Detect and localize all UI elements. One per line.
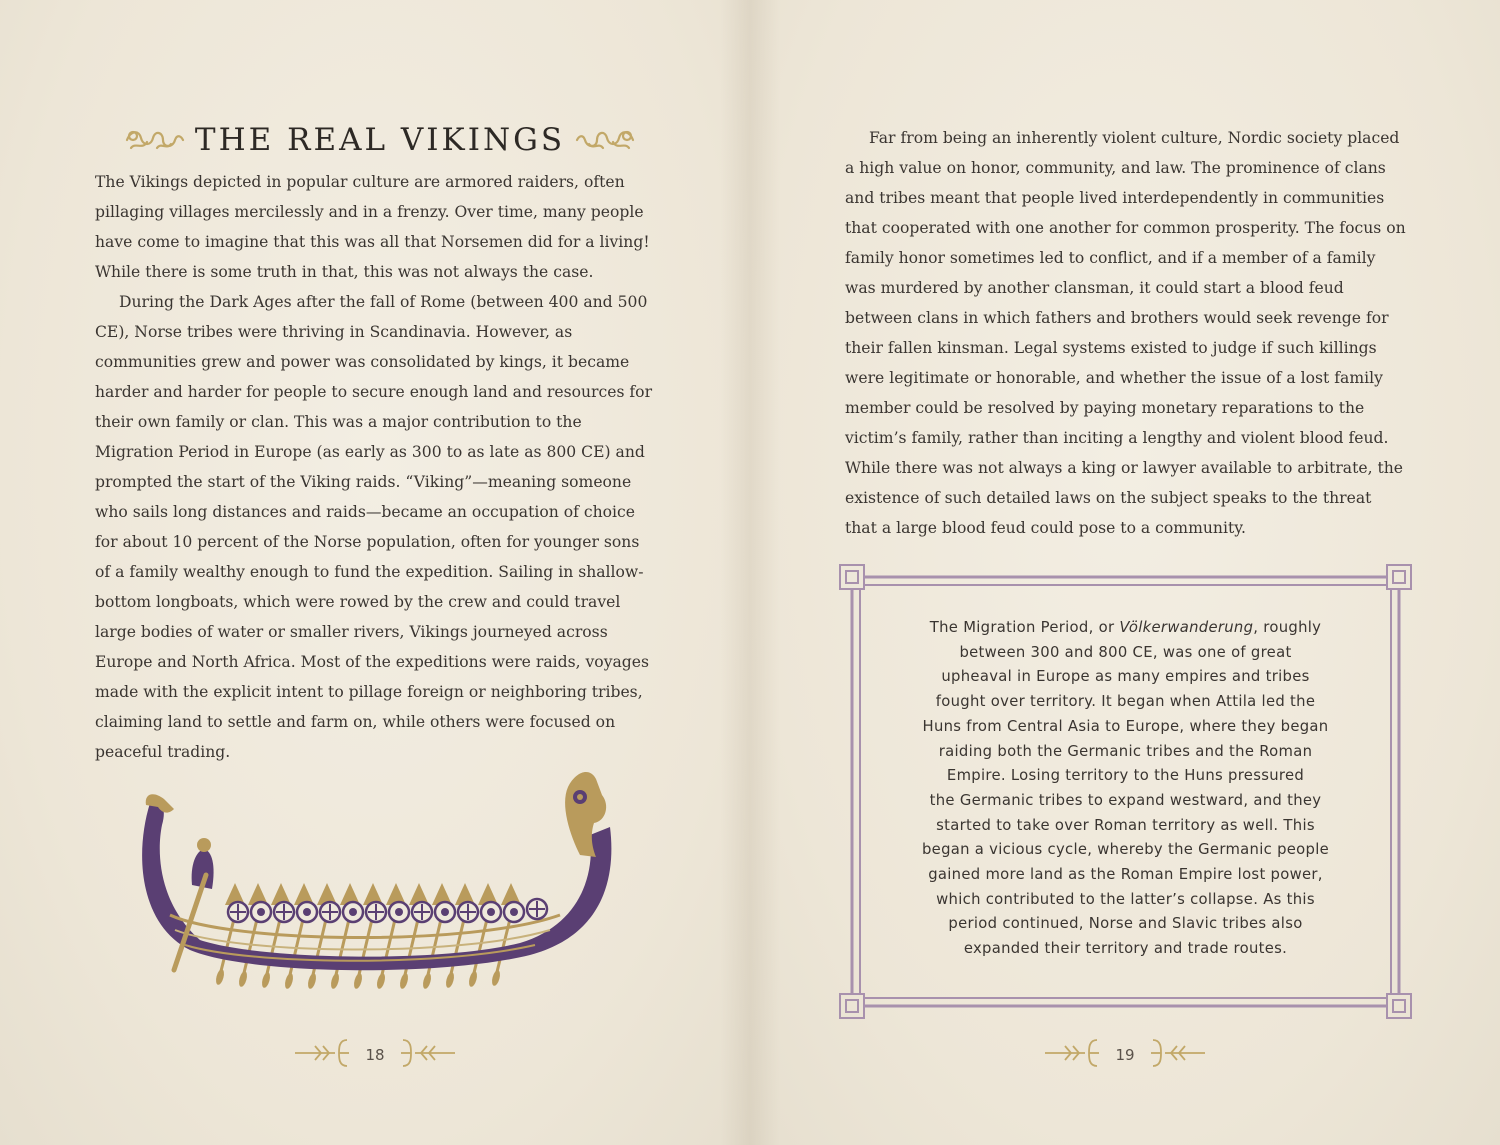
flourish-right-icon: [1149, 1038, 1205, 1072]
page-title: THE REAL VIKINGS: [194, 122, 566, 158]
book-gutter: [720, 0, 780, 1145]
left-body-text: [95, 167, 655, 767]
sidebar-line: between 300 and 800 CE, was one of great: [959, 643, 1292, 661]
sidebar-line: Empire. Losing territory to the Huns pressured: [946, 767, 1305, 785]
paragraph: The Vikings depicted in popular culture are armored raiders, often pillaging villages mercilessly and in a frenzy. Over time, many people have come to imagine that this was all that Norsemen did for a living! While there is some truth in that, this was not always the case.: [95, 173, 650, 281]
knotwork-left-icon: [123, 126, 185, 154]
sidebar-line: expanded their territory and trade routes.: [963, 940, 1288, 958]
sidebar-line: which contributed to the latter’s collapse. As this: [936, 890, 1315, 908]
sidebar-line: The Migration Period, or Völkerwanderung, roughly: [929, 619, 1322, 636]
sidebar-line: Huns from Central Asia to Europe, where they began: [922, 717, 1329, 735]
emphasis: Völkerwanderung: [1119, 619, 1254, 636]
sidebar-line: upheaval in Europe as many empires and tribes: [941, 668, 1310, 686]
knotwork-right-icon: [575, 126, 637, 154]
viking-longship-illustration: [140, 765, 620, 990]
sidebar-line: raiding both the Germanic tribes and the Roman: [938, 742, 1313, 760]
flourish-right-icon: [399, 1038, 455, 1072]
sidebar-line: gained more land as the Roman Empire lost power,: [928, 866, 1323, 884]
paragraph: During the Dark Ages after the fall of Rome (between 400 and 500 CE), Norse tribes were thriving in Scandinavia. However, as communities grew and power was consolidated by kings, it became harder and harder for people to secure enough land and resources for their own family or clan. This was a major contribution to the Migration Period in Europe (as early as 300 to as late as 800 CE) and prompted the start of the Viking raids. “Viking”—meaning someone who sails long distances and raids—became an occupation of choice for about 10 percent of the Norse population, often for younger sons of a family wealthy enough to fund the expedition. Sailing in shallow-bottom longboats, which were rowed by the crew and could travel large bodies of water or smaller rivers, Vikings journeyed across Europe and North Africa. Most of the expeditions were raids, voyages made with the explicit intent to pillage foreign or neighboring tribes, claiming land to settle and farm on, while others were focused on peaceful trading.: [95, 293, 653, 761]
page-number: 19: [1115, 1046, 1135, 1064]
sidebar-line: the Germanic tribes to expand westward, and they: [929, 791, 1322, 809]
folio-left: [295, 1040, 455, 1070]
page-number: 18: [365, 1046, 385, 1064]
paragraph: Far from being an inherently violent culture, Nordic society placed a high value on honor, community, and law. The prominence of clans and tribes meant that people lived interdependently in communities that cooperated with one another for common prosperity. The focus on family honor sometimes led to conflict, and if a member of a family was murdered by another clansman, it could start a blood feud between clans in which fathers and brothers would seek revenge for their fallen kinsman. Legal systems existed to judge if such killings were legitimate or honorable, and whether the issue of a lost family member could be resolved by paying monetary reparations to the victim’s family, rather than inciting a lengthy and violent blood feud. While there was not always a king or lawyer available to arbitrate, the existence of such detailed laws on the subject speaks to the threat that a large blood feud could pose to a community.: [845, 129, 1406, 537]
sidebar-line: fought over territory. It began when Attila led the: [935, 693, 1316, 711]
flourish-left-icon: [1045, 1038, 1101, 1072]
sidebar-box: [838, 563, 1413, 1020]
folio-right: [1045, 1040, 1205, 1070]
sidebar-line: period continued, Norse and Slavic tribes also: [948, 915, 1303, 933]
sidebar-line: began a vicious cycle, whereby the Germanic people: [921, 841, 1330, 859]
sidebar-text: [908, 616, 1343, 962]
chapter-heading: [140, 118, 620, 162]
flourish-left-icon: [295, 1038, 351, 1072]
sidebar-line: started to take over Roman territory as well. This: [936, 816, 1315, 834]
right-body-text: [845, 123, 1407, 543]
